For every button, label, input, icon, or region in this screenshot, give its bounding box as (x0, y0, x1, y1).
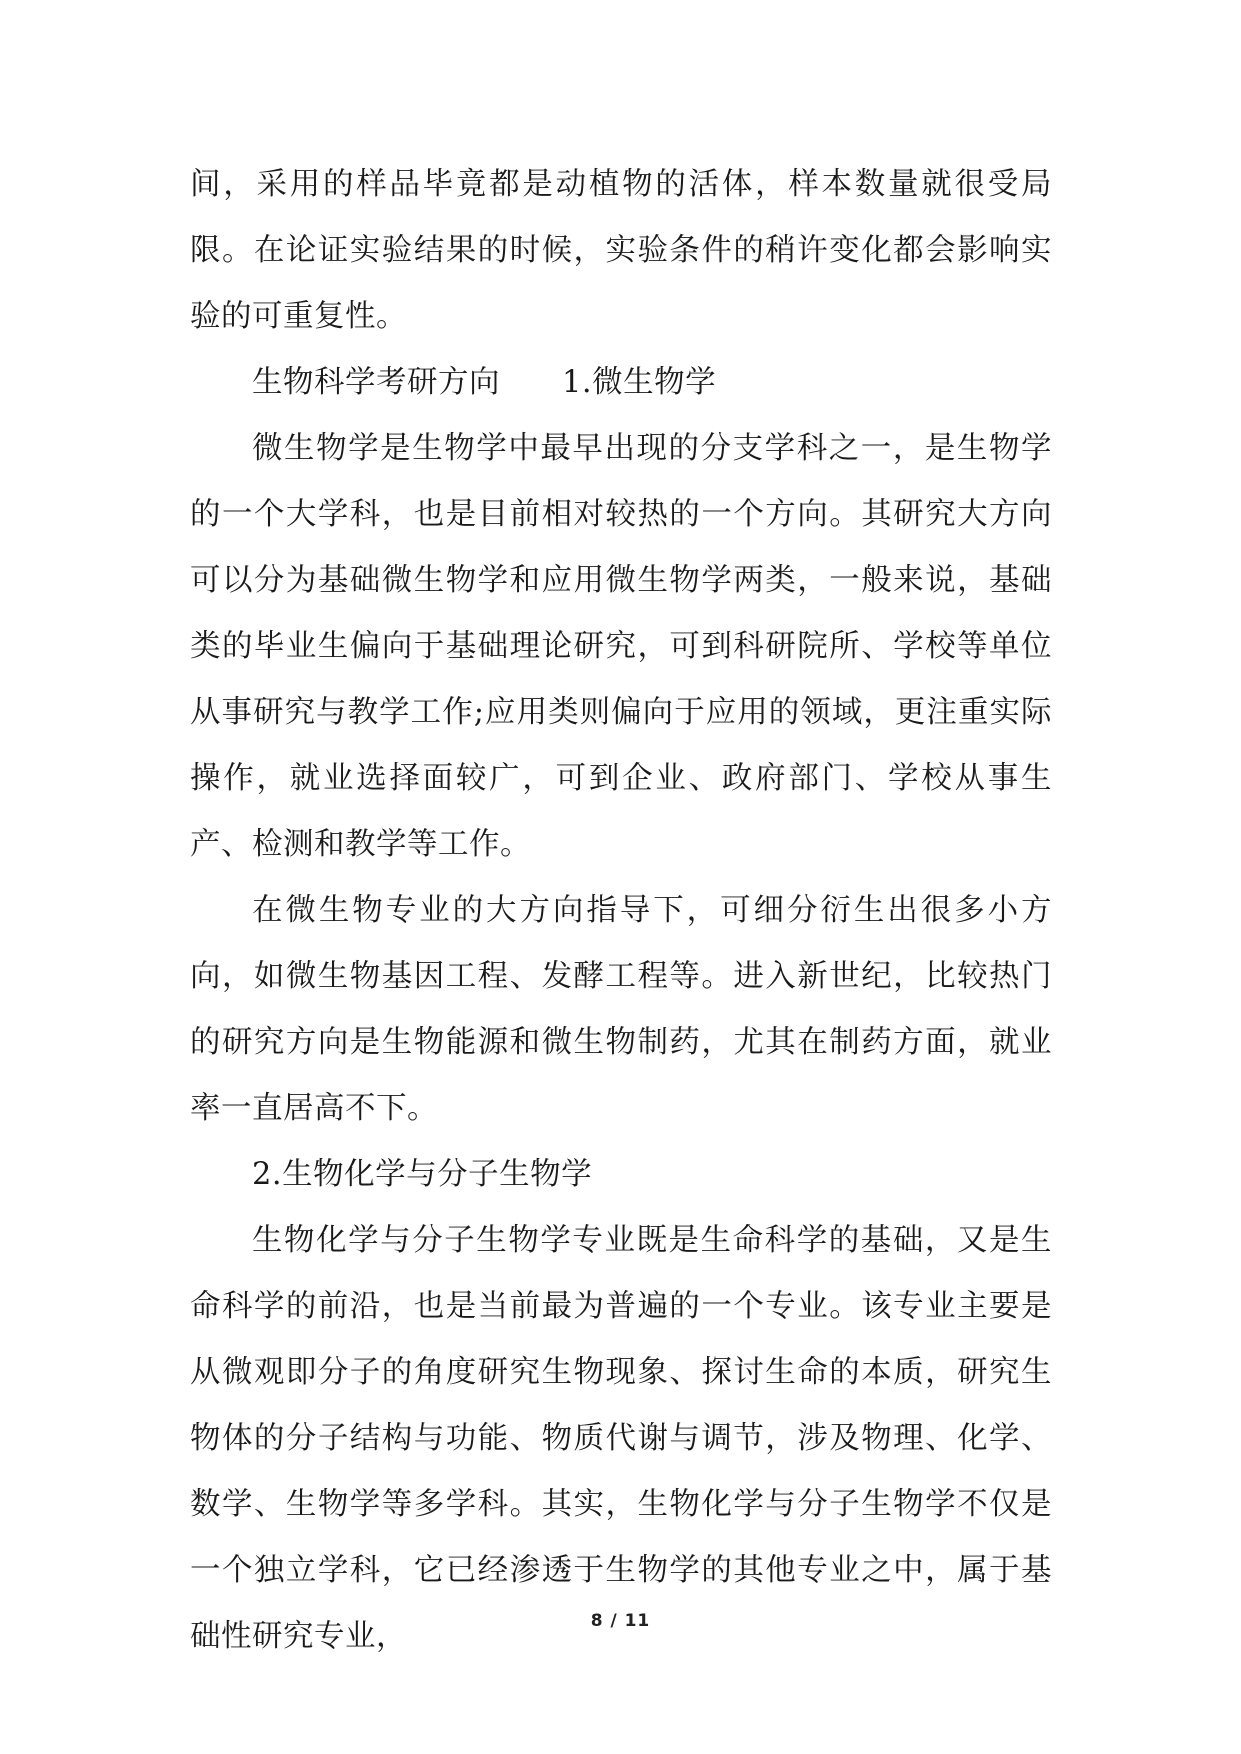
subheading-biochemistry: 2.生物化学与分子生物学 (252, 1157, 593, 1192)
document-body (190, 152, 1052, 1670)
section-heading-title: 生物科学考研方向 (252, 365, 500, 400)
paragraph-biochemistry: 生物化学与分子生物学专业既是生命科学的基础，又是生命科学的前沿，也是当前最为普遍的一个专业。该专业主要是从微观即分子的角度研究生物现象、探讨生命的本质，研究生物体的分子结构与功能、物质代谢与调节，涉及物理、化学、数学、生物学等多学科。其实，生物化学与分子生物学不仅是一个独立学科，它已经渗透于生物学的其他专业之中，属于基础性研究专业， (190, 1223, 1052, 1654)
subheading-microbiology: 1.微生物学 (562, 365, 717, 400)
page-number: 8 / 11 (590, 1611, 651, 1631)
paragraph-continuation: 间，采用的样品毕竟都是动植物的活体，样本数量就很受局限。在论证实验结果的时候，实验条件的稍许变化都会影响实验的可重复性。 (190, 167, 1052, 334)
paragraph-microbiology-2: 在微生物专业的大方向指导下，可细分衍生出很多小方向，如微生物基因工程、发酵工程等。进入新世纪，比较热门的研究方向是生物能源和微生物制药，尤其在制药方面，就业率一直居高不下。 (190, 893, 1052, 1126)
section-heading (190, 350, 1052, 416)
paragraph-microbiology-1: 微生物学是生物学中最早出现的分支学科之一，是生物学的一个大学科，也是目前相对较热的一个方向。其研究大方向可以分为基础微生物学和应用微生物学两类，一般来说，基础类的毕业生偏向于基础理论研究，可到科研院所、学校等单位从事研究与教学工作;应用类则偏向于应用的领域，更注重实际操作，就业选择面较广，可到企业、政府部门、学校从事生产、检测和教学等工作。 (190, 431, 1052, 862)
